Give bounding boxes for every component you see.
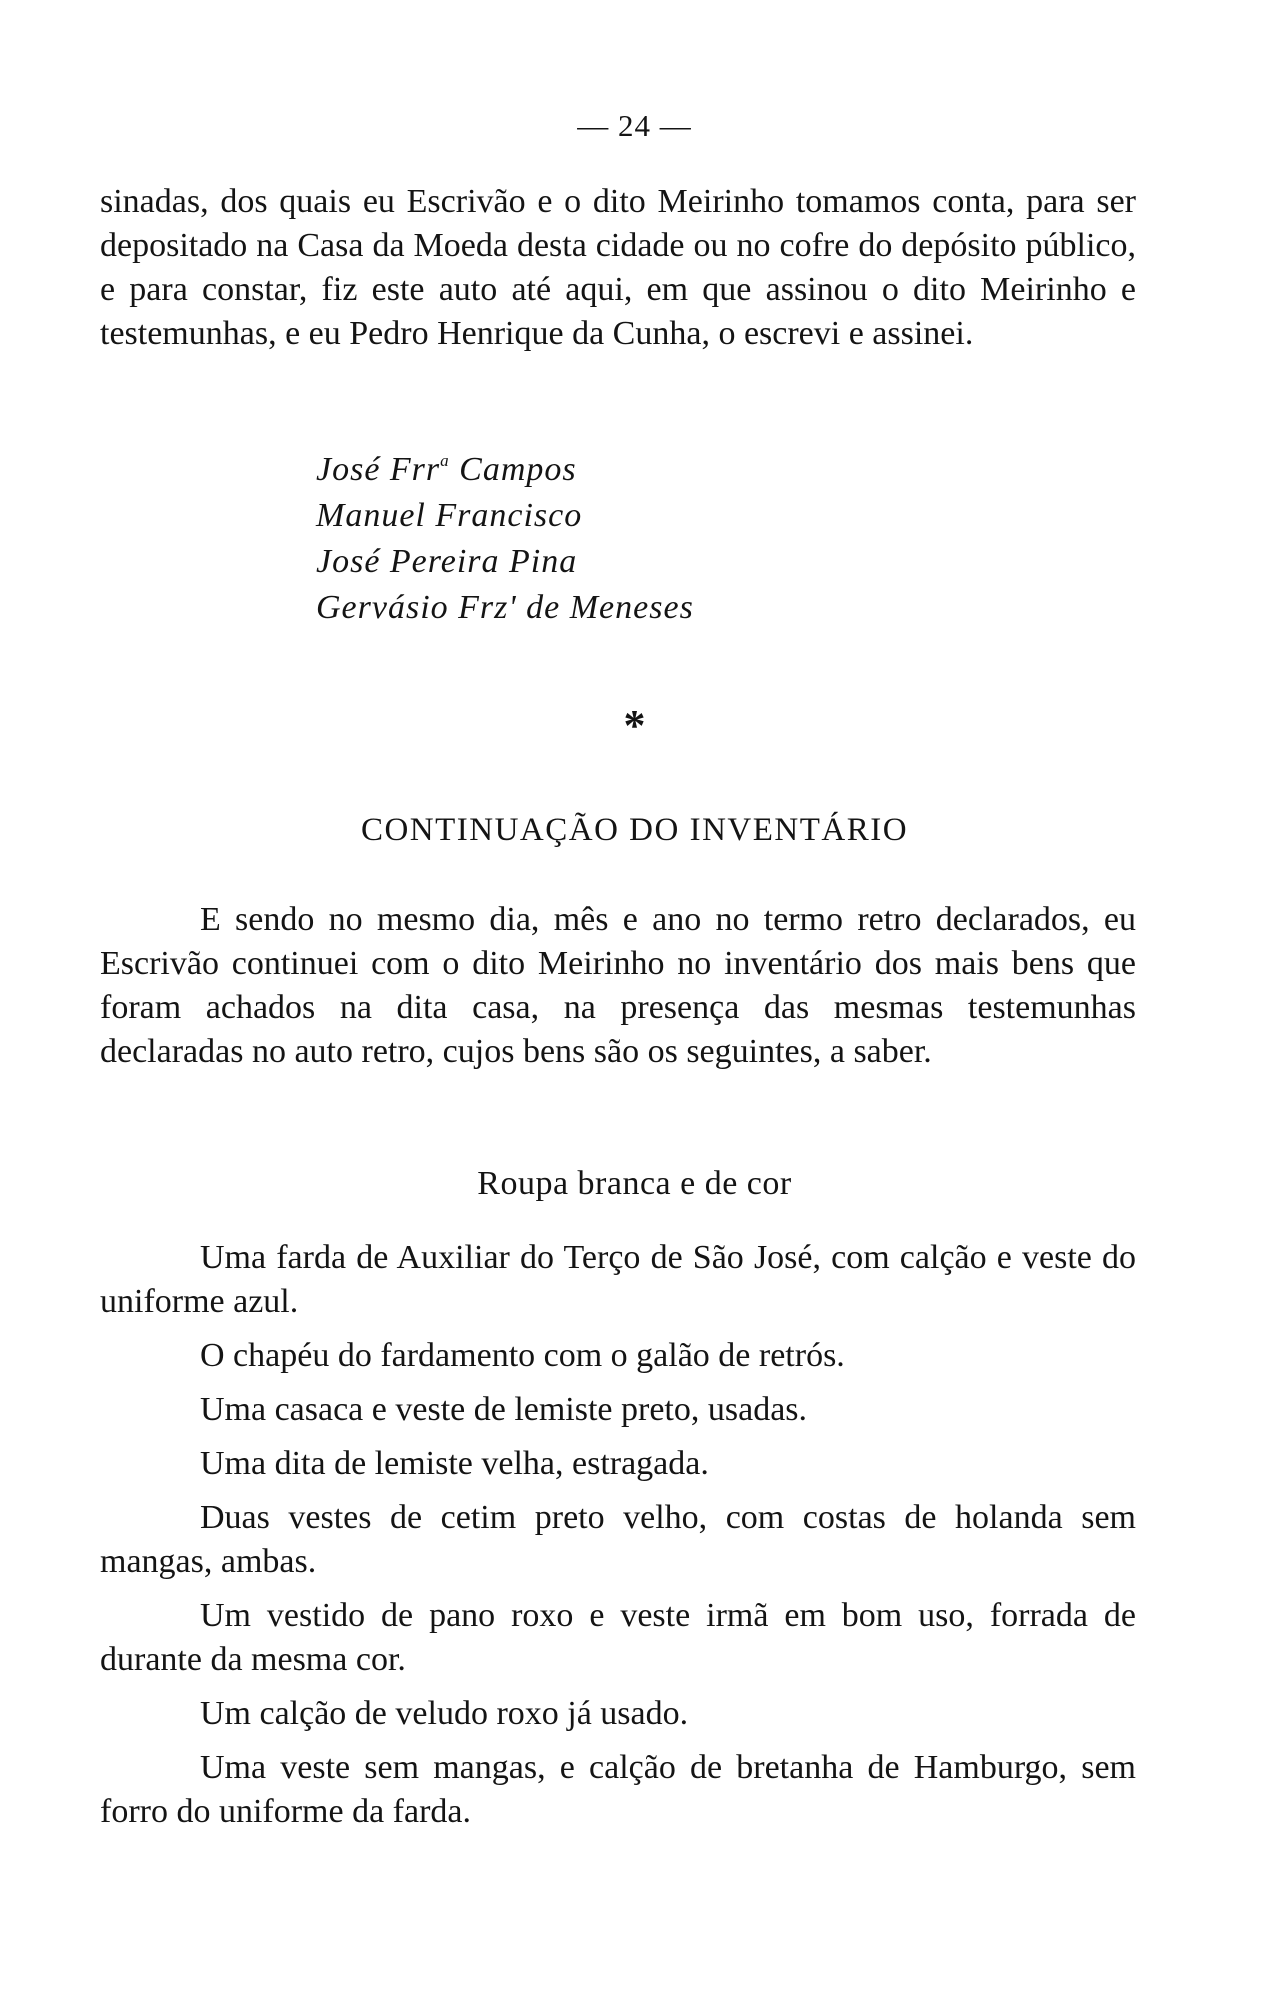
section-block [100, 898, 1136, 1074]
items-list [100, 1236, 1136, 1844]
list-item: Uma dita de lemiste velha, estragada. [200, 1445, 709, 1482]
section-title: CONTINUAÇÃO DO INVENTÁRIO [360, 812, 909, 848]
signature-1 [316, 438, 694, 493]
signatures-block [316, 438, 694, 631]
list-item: Um vestido de pano roxo e veste irmã em bom uso, forrada de durante da mesma cor. [100, 1597, 1136, 1678]
list-item: O chapéu do fardamento com o galão de retrós. [200, 1337, 845, 1374]
signature-1-superscript: a [440, 451, 450, 470]
intro-block [100, 180, 1136, 356]
section-separator: * [623, 701, 646, 750]
list-item: Uma veste sem mangas, e calção de bretanha de Hamburgo, sem forro do uniforme da farda. [100, 1749, 1136, 1830]
list-item: Uma farda de Auxiliar do Terço de São José, com calção e veste do uniforme azul. [100, 1239, 1136, 1320]
section-paragraph: E sendo no mesmo dia, mês e ano no termo retro declarados, eu Escrivão continuei com o dito Meirinho no inventário dos mais bens que foram achados na dita casa, na presença das mesmas testemunhas declaradas no auto retro, cujos bens são os seguintes, a saber. [100, 901, 1136, 1070]
list-item: Um calção de veludo roxo já usado. [200, 1695, 689, 1732]
page-number: — 24 — [577, 108, 692, 143]
intro-paragraph: sinadas, dos quais eu Escrivão e o dito Meirinho tomamos conta, para ser depositado na Casa da Moeda desta cidade ou no cofre do depósito público, e para constar, fiz este auto até aqui, em que assinou o dito Meirinho e testemunhas, e eu Pedro Henrique da Cunha, o escrevi e assinei. [100, 183, 1136, 352]
list-item: Uma casaca e veste de lemiste preto, usadas. [200, 1391, 808, 1428]
signature-3: José Pereira Pina [316, 543, 578, 580]
signature-1-surname: Campos [449, 451, 577, 488]
signature-1-name: José Frr [316, 451, 441, 488]
signature-4: Gervásio Frz' de Meneses [316, 589, 694, 626]
sub-title: Roupa branca e de cor [477, 1165, 792, 1202]
list-item: Duas vestes de cetim preto velho, com costas de holanda sem mangas, ambas. [100, 1499, 1136, 1580]
signature-2: Manuel Francisco [316, 497, 583, 534]
